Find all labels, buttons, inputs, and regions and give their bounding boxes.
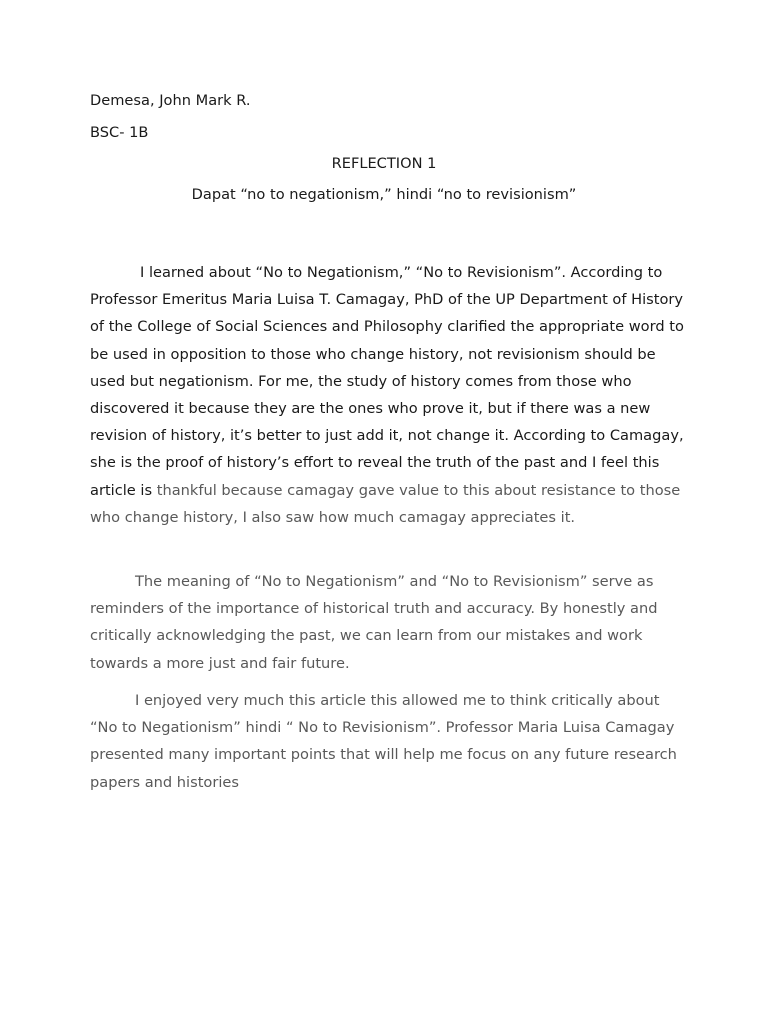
author-name: Demesa, John Mark R.: [90, 92, 251, 109]
paragraph-2: [90, 568, 690, 677]
document-title: REFLECTION 1: [331, 155, 437, 172]
class-section: BSC- 1B: [90, 124, 149, 141]
paragraph-1-continued: thankful because camagay gave value to this about resistance to those who change history, I also saw how much camagay appreciates it.: [90, 481, 681, 526]
paragraph-1-main: I learned about “No to Negationism,” “No to Revisionism”. According to Professor Emeritus Maria Luisa T. Camagay, PhD of the UP Department of History of the College of Social Sciences and Philosophy clarified the appropriate word to be used in opposition to those who change history, not revisionism should be used but negationism. For me, the study of history comes from those who discovered it because they are the ones who prove it, but if there was a new revision of history, it’s better to just add it, not change it. According to Camagay, she is the proof of history’s effort to reveal the truth of the past and I feel this article is: [90, 264, 684, 499]
paragraph-1: [90, 259, 690, 531]
paragraph-3-text: I enjoyed very much this article this allowed me to think critically about “No to Negationism” hindi “ No to Revisionism”. Professor Maria Luisa Camagay presented many important points that will help me focus on any future research papers and histories: [90, 692, 677, 791]
paragraph-2-text: The meaning of “No to Negationism” and “No to Revisionism” serve as reminders of the importance of historical truth and accuracy. By honestly and critically acknowledging the past, we can learn from our mistakes and work towards a more just and fair future.: [90, 573, 658, 672]
document-subtitle: Dapat “no to negationism,” hindi “no to revisionism”: [191, 186, 577, 203]
paragraph-3: [90, 687, 690, 796]
